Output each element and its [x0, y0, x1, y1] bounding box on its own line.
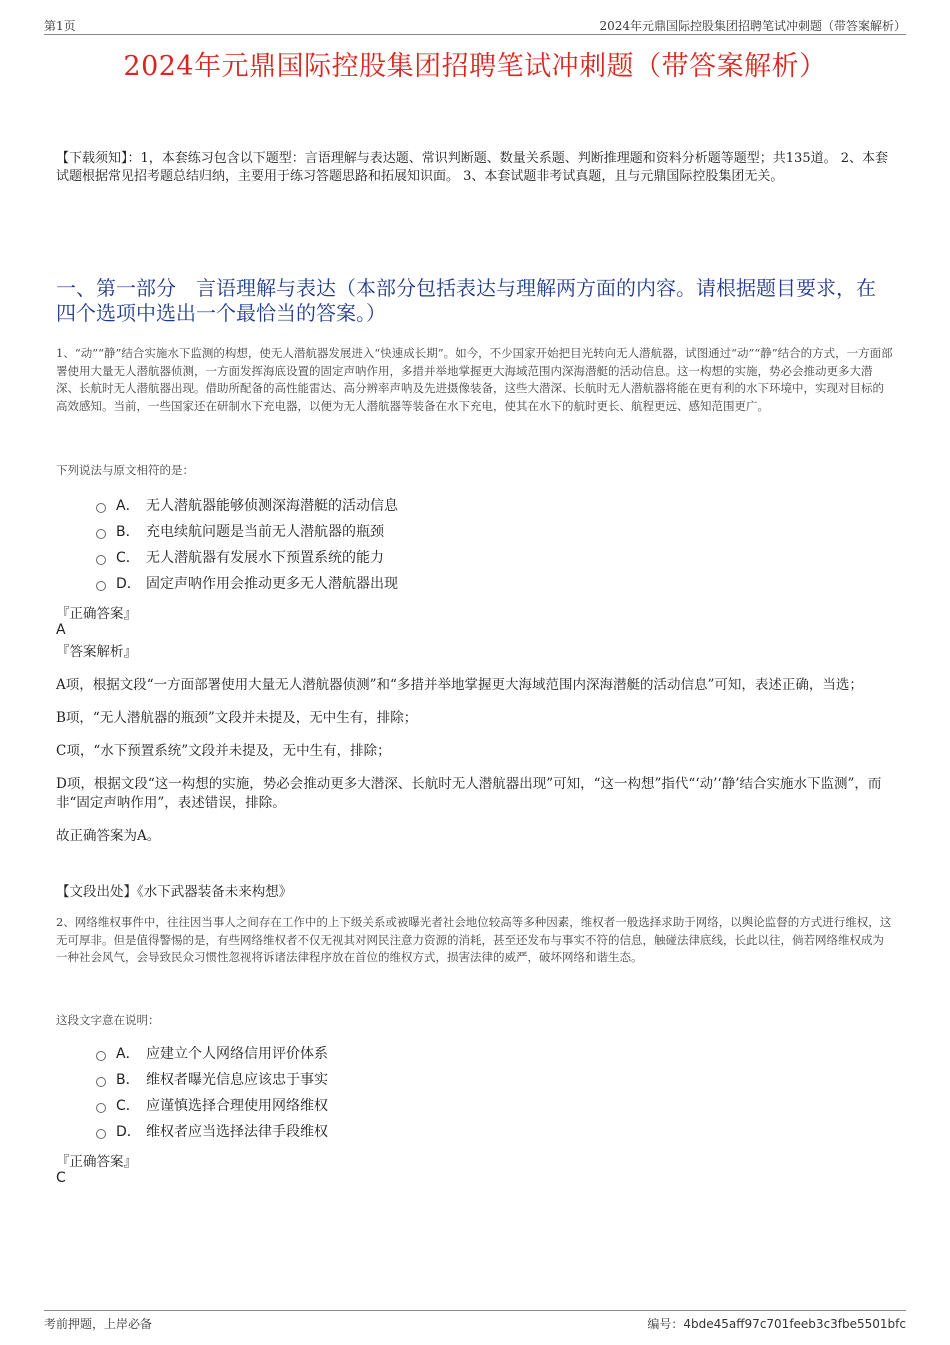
option-d[interactable]: [56, 1121, 894, 1147]
option-letter: D．: [116, 1124, 141, 1140]
option-d[interactable]: [56, 573, 894, 599]
option-letter: A．: [116, 1046, 140, 1062]
correct-answer: C: [56, 1170, 66, 1186]
option-b[interactable]: [56, 521, 894, 547]
question-1-answer-block: [56, 602, 894, 660]
section-title: 一、第一部分 言语理解与表达（本部分包括表达与理解两方面的内容。请根据题目要求，在四个选项中选出一个最恰当的答案。）: [56, 276, 876, 325]
radio-icon[interactable]: [96, 1103, 106, 1113]
radio-icon[interactable]: [96, 529, 106, 539]
radio-icon[interactable]: [96, 1051, 106, 1061]
question-1-prompt-block: [56, 462, 894, 478]
option-letter: A．: [116, 498, 140, 514]
radio-icon[interactable]: [96, 503, 106, 513]
analysis-paragraph: 故正确答案为A。: [56, 828, 161, 844]
option-a[interactable]: [56, 495, 894, 521]
question-2-options: [56, 1043, 894, 1147]
option-text: 无人潜航器有发展水下预置系统的能力: [146, 550, 384, 566]
document-title: 2024年元鼎国际控股集团招聘笔试冲刺题（带答案解析）: [123, 51, 827, 82]
option-c[interactable]: [56, 1095, 894, 1121]
question-1-options: [56, 495, 894, 599]
page-footer: [44, 1310, 906, 1333]
footer-doc-id: 编号：4bde45aff97c701feeb3c3fbe5501bfc: [647, 1317, 906, 1331]
analysis-paragraph: B项，“无人潜航器的瓶颈”文段并未提及，无中生有，排除；: [56, 710, 418, 726]
analysis-paragraph: A项，根据文段“一方面部署使用大量无人潜航器侦测”和“多措并举地掌握更大海域范围内深海潜艇的活动信息”可知，表述正确，当选；: [56, 677, 863, 693]
option-letter: D．: [116, 576, 141, 592]
option-text: 维权者应当选择法律手段维权: [146, 1124, 328, 1140]
analysis-label: 『答案解析』: [56, 644, 137, 660]
question-1-analysis: [56, 676, 894, 846]
option-text: 应谨慎选择合理使用网络维权: [146, 1098, 328, 1114]
option-letter: C．: [116, 550, 140, 566]
question-2-prompt-block: [56, 1012, 894, 1028]
option-text: 应建立个人网络信用评价体系: [146, 1046, 328, 1062]
header-doc-title: 2024年元鼎国际控股集团招聘笔试冲刺题（带答案解析）: [599, 19, 906, 33]
answer-label: 『正确答案』: [56, 606, 137, 622]
option-text: 无人潜航器能够侦测深海潜艇的活动信息: [146, 498, 398, 514]
option-letter: B．: [116, 524, 140, 540]
option-letter: C．: [116, 1098, 140, 1114]
option-letter: B．: [116, 1072, 140, 1088]
answer-label: 『正确答案』: [56, 1154, 137, 1170]
question-1-prompt: 下列说法与原文相符的是：: [56, 463, 194, 477]
question-2-prompt: 这段文字意在说明：: [56, 1013, 160, 1027]
analysis-paragraph: C项，“水下预置系统”文段并未提及，无中生有，排除；: [56, 743, 391, 759]
radio-icon[interactable]: [96, 1129, 106, 1139]
page-number: 第1页: [44, 19, 76, 33]
option-c[interactable]: [56, 547, 894, 573]
question-1: [56, 345, 894, 415]
analysis-paragraph: D项，根据文段“这一构想的实施，势必会推动更多大潜深、长航时无人潜航器出现”可知，“这一构想”指代“‘动’‘静’结合实施水下监测”，而非“固定声呐作用”，表述错误，排除。: [56, 776, 882, 811]
footer-slogan: 考前押题，上岸必备: [44, 1317, 153, 1331]
page-header: [44, 14, 906, 35]
option-b[interactable]: [56, 1069, 894, 1095]
radio-icon[interactable]: [96, 555, 106, 565]
question-2-passage: 2、网络维权事件中，往往因当事人之间存在工作中的上下级关系或被曝光者社会地位较高等多种因素，维权者一般选择求助于网络，以舆论监督的方式进行维权，这无可厚非。但是值得警惕的是，有些网络维权者不仅无视其对网民注意力资源的消耗，甚至还发布与事实不符的信息，触碰法律底线，长此以往，倘若网络维权成为一种社会风气，会导致民众习惯性忽视将诉诸法律程序放在首位的维权方式，损害法律的威严，破坏网络和谐生态。: [56, 915, 892, 964]
question-2-answer-block: [56, 1150, 894, 1186]
correct-answer: A: [56, 622, 66, 638]
option-text: 充电续航问题是当前无人潜航器的瓶颈: [146, 524, 384, 540]
radio-icon[interactable]: [96, 1077, 106, 1087]
question-1-passage: 1、“动”“静”结合实施水下监测的构想，使无人潜航器发展进入“快速成长期”。如今，不少国家开始把目光转向无人潜航器，试图通过“动”“静”结合的方式，一方面部署使用大量无人潜航器侦测，一方面发挥海底设置的固定声呐作用，多措并举地掌握更大海域范围内深海潜艇的活动信息。这一构想的实施，势必会推动更多大潜深、长航时无人潜航器出现。借助所配备的高性能雷达、高分辨率声呐及先进摄像装备，这些大潜深、长航时无人潜航器将能在更有利的水下环境中，实现对目标的高效感知。当前，一些国家还在研制水下充电器，以便为无人潜航器等装备在水下充电，使其在水下的航时更长、航程更远、感知范围更广。: [56, 346, 893, 413]
radio-icon[interactable]: [96, 581, 106, 591]
option-a[interactable]: [56, 1043, 894, 1069]
download-notice: 【下载须知】：1，本套练习包含以下题型：言语理解与表达题、常识判断题、数量关系题、判断推理题和资料分析题等题型；共135道。 2、本套试题根据常见招考题总结归纳，主要用于练习答题思路和拓展知识面。 3、本套试题非考试真题，且与元鼎国际控股集团无关。: [56, 151, 888, 184]
question-1-source: 【文段出处】《水下武器装备未来构想》: [56, 884, 293, 900]
option-text: 固定声呐作用会推动更多无人潜航器出现: [146, 576, 398, 592]
question-2: [56, 914, 894, 967]
option-text: 维权者曝光信息应该忠于事实: [146, 1072, 328, 1088]
